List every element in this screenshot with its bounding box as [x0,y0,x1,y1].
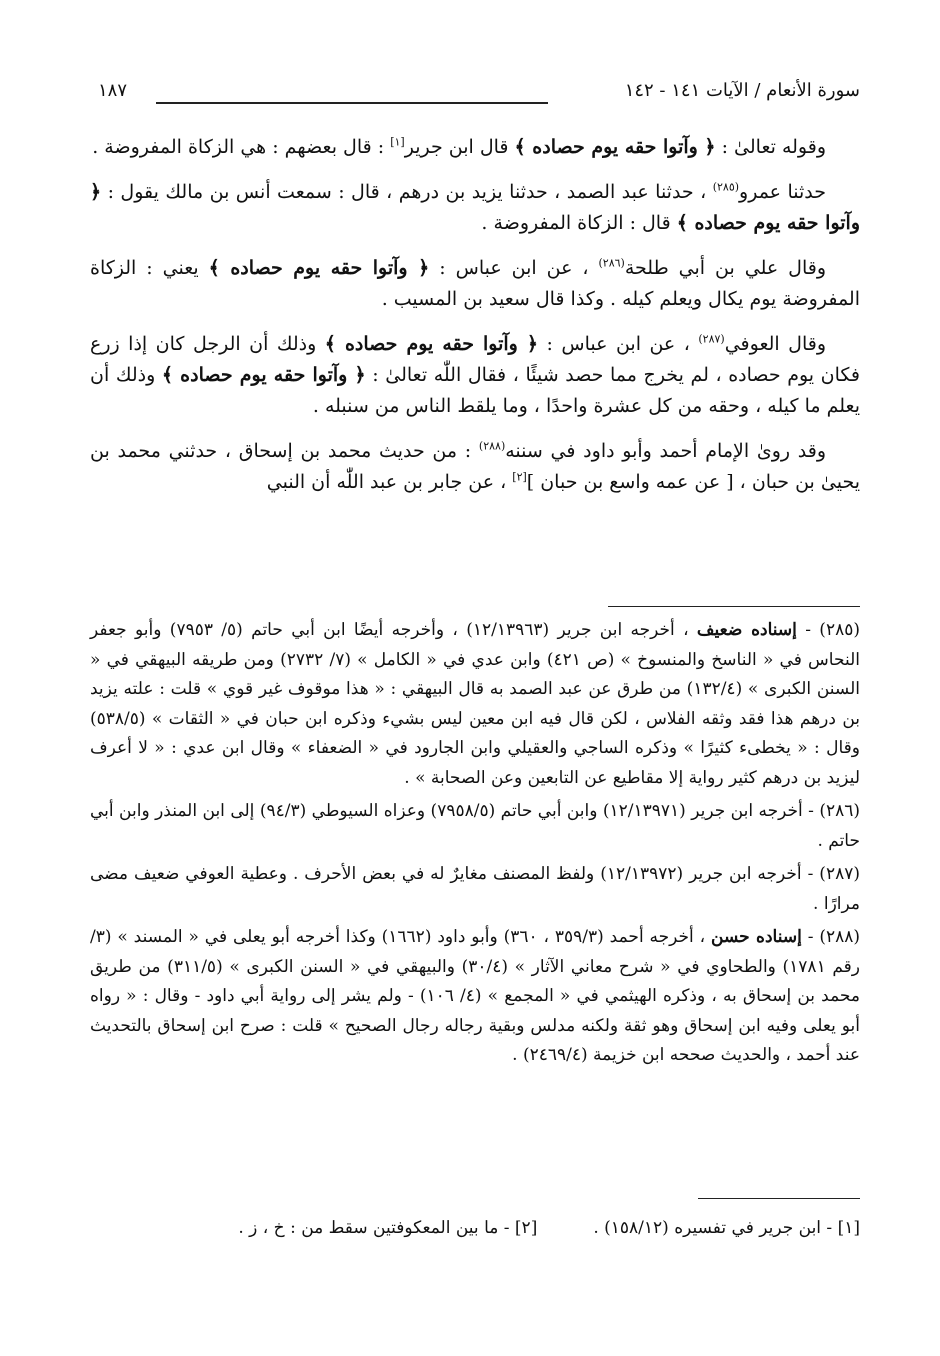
footnote-separator [608,606,860,607]
note-1: [١] - ابن جرير في تفسيره (١٥٨/١٢) . [593,1218,860,1238]
footnote-number: (٢٨٥) - [796,620,860,640]
text-run: وقال علي بن أبي طلحة [624,257,827,279]
note-ref: [١] [390,135,405,149]
footnote-ref: (٢٨٧) [698,332,725,346]
header-rule [156,102,548,104]
text-run: : من حديث محمد بن إسحاق ، حدثني محمد بن يحيىٰ بن حبان ، [ عن عمه واسع بن حبان ] [90,440,860,493]
notes-separator [698,1198,860,1199]
text-run: قال : الزكاة المفروضة . [481,212,677,234]
text-run: ، عن ابن عباس : [429,257,599,279]
manuscript-notes [90,1214,860,1242]
text-run: قال ابن جرير [404,136,515,158]
text-run: حدثنا عمرو [739,181,826,203]
footnote-287: (٢٨٧) - أخرجه ابن جرير (١٢/١٣٩٧٢) ولفظ المصنف مغايرٌ له في بعض الأحرف . وعطية العوفي ضعيف مضى مرارًا . [90,864,860,914]
footnote-number: (٢٨٨) - [801,927,860,947]
paragraph-3 [90,253,860,315]
footnote-text: ، أخرجه ابن جرير (١٢/١٣٩٦٣) ، وأخرجه أيضًا ابن أبي حاتم (٥/ ٧٩٥٣) وأبو جعفر النحاس في « الناسخ والمنسوخ » (ص ٤٢١) وابن عدي في « الكامل » (٧/ ٢٧٣٢) ومن طريقه البيهقي في « السنن الكبرى » (١٣٢/٤) من طرق عن عبد الصمد به قال البيهقي : « هذا موقوف غير قوي » قلت : علته يزيد بن درهم هذا فقد وثقه الفلاس ، لكن قال فيه ابن معين ليس بشيء وذكره ابن حبان في « الثقات » (٥٣٨/٥) وقال : « يخطىء كثيرًا » وذكره الساجي والعقيلي وابن الجارود في « الضعفاء » وقال ابن عدي : « لا أعرف ليزيد بن درهم كثير رواية إلا مقاطيع عن التابعين وعن الصحابة » . [90,620,860,788]
footnotes [90,616,860,1075]
grading-label: إسناده حسن [711,927,802,947]
paragraph-2 [90,177,860,239]
text-run: ، حدثنا عبد الصمد ، حدثنا يزيد بن درهم ، قال : سمعت أنس بن مالك يقول : [101,181,713,203]
text-run: وقوله تعالىٰ : [715,136,826,158]
text-run: ، عن جابر بن عبد اللّٰه أن النبي [266,471,513,493]
book-page [90,70,860,1250]
text-run: : قال بعضهم : هي الزكاة المفروضة . [92,136,391,158]
paragraph-4 [90,329,860,422]
text-run: وقال العوفي [724,333,827,355]
chapter-title: سورة الأنعام / الآيات ١٤١ - ١٤٢ [624,80,860,101]
text-run: وقد روىٰ الإمام أحمد وأبو داود في سننه [505,440,826,462]
text-run: ، عن ابن عباس : [538,333,699,355]
footnote-text: ، أخرجه أحمد (٣٥٩/٣ ، ٣٦٠) وأبو داود (١٦٦٢) وكذا أخرجه أبو يعلى في « المسند » (٣/رقم ١٧٨١) والطحاوي في « شرح معاني الآثار » (٣٠/٤) والبيهقي في « السنن الكبرى » (٣١١/٥) من طريق محمد بن إسحاق به ، وذكره الهيثمي في « المجمع » (٤/ ١٠٦) - ولم يشر إلى رواية أبي داود - وقال : « رواه أبو يعلى وفيه ابن إسحاق وهو ثقة ولكنه مدلس وبقية رجاله رجال الصحيح » قلت : صرح ابن إسحاق بالتحديث عند أحمد ، والحديث صححه ابن خزيمة (٢٤٦٩/٤) . [90,927,861,1065]
footnote-288 [90,923,860,1071]
quran-verse: ﴿ وآتوا حقه يوم حصاده ﴾ [514,136,716,158]
page-number: ١٨٧ [98,80,128,101]
footnote-ref: (٢٨٦) [598,256,625,270]
footnote-286: (٢٨٦) - أخرجه ابن جرير (١٢/١٣٩٧١) وابن أبي حاتم (٧٩٥٨/٥) وعزاه السيوطي (٩٤/٣) إلى ابن المنذر وابن أبي حاتم . [90,801,860,851]
main-text [90,132,860,498]
text-run: وذلك أن الرجل كان إذا زرع فكان يوم حصاده ، لم يخرج مما حصد شيئًا ، فقال اللّٰه تعالىٰ : [90,333,861,386]
quran-verse: ﴿ وآتوا حقه يوم حصاده ﴾ [208,257,430,279]
quran-verse: ﴿ وآتوا حقه يوم حصاده ﴾ [161,364,366,386]
text-run: وذلك أن يعلم ما كيله ، وحقه من كل عشرة واحدًا ، وما يلقط الناس من سنبله . [90,364,860,417]
footnote-ref: (٢٨٥) [712,180,740,194]
footnote-285 [90,616,860,793]
quran-verse: ﴿ وآتوا حقه يوم حصاده ﴾ [90,181,860,234]
footnote-ref: (٢٨٨) [478,439,506,453]
running-header [90,80,860,114]
note-2: [٢] - ما بين المعكوفتين سقط من : خ ، ز . [238,1218,538,1238]
text-run: يعني : الزكاة المفروضة يوم يكال ويعلم كيله . وكذا قال سعيد بن المسيب . [90,257,860,310]
note-ref: [٢] [512,470,527,484]
grading-label: إسناده ضعيف [696,620,797,640]
quran-verse: ﴿ وآتوا حقه يوم حصاده ﴾ [324,333,539,355]
paragraph-5 [90,436,860,498]
paragraph-1 [90,132,860,163]
